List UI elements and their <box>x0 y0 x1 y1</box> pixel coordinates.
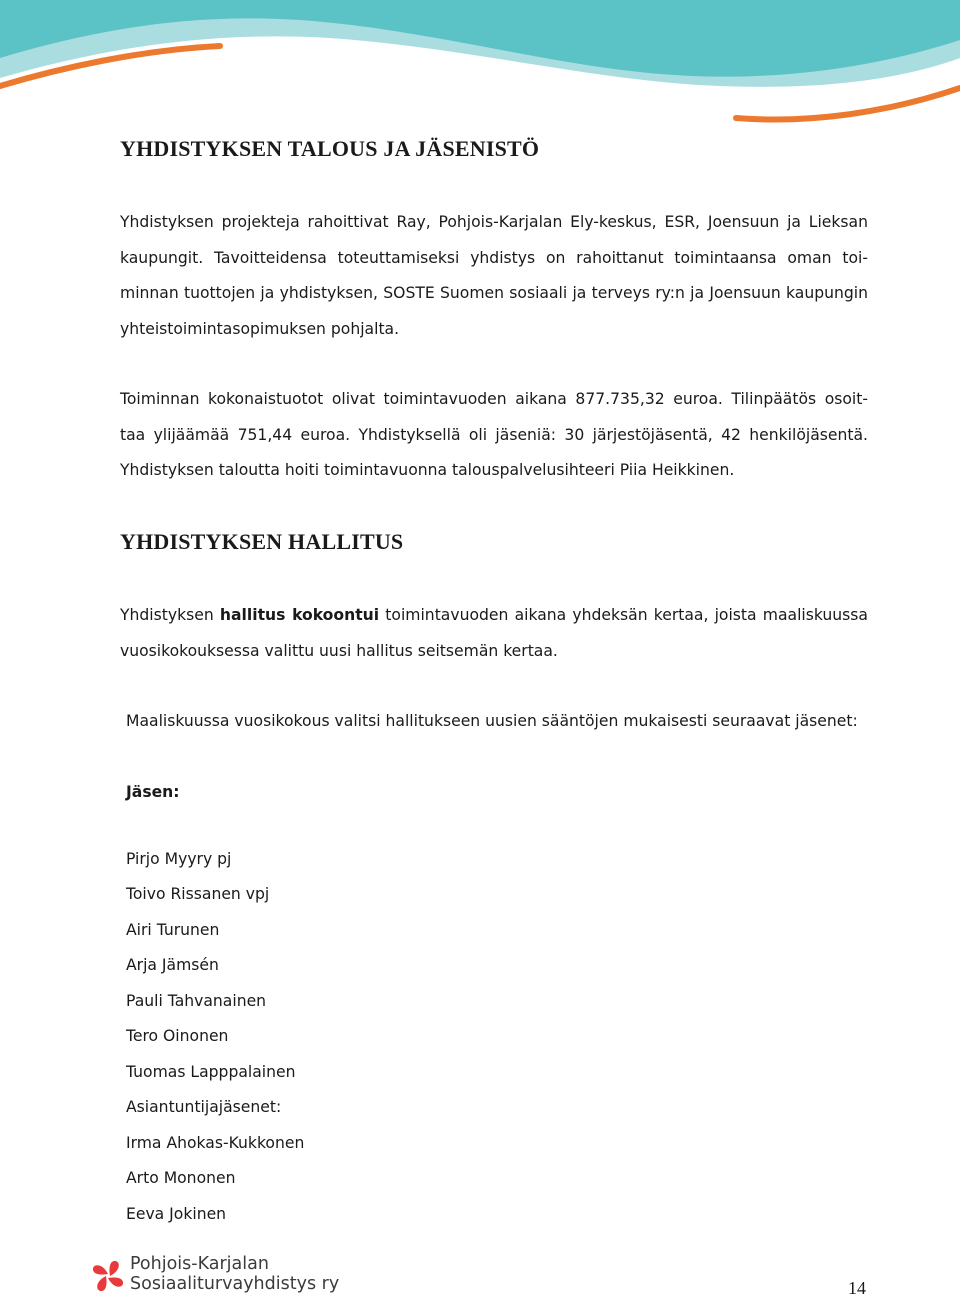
section-heading-finances: YHDISTYKSEN TALOUS JA JÄSENISTÖ <box>120 136 540 161</box>
logo-line-1: Pohjois-Karjalan <box>130 1254 269 1274</box>
paragraph-board-meetings <box>120 598 868 669</box>
member-item: Asiantuntijajäsenet: <box>126 1098 282 1117</box>
board-members-list <box>126 842 304 1232</box>
text-segment: toimintavuoden aikana yhdeksän kertaa, joista maaliskuussa <box>379 606 868 624</box>
member-item: Eeva Jokinen <box>126 1204 227 1223</box>
logo-line-2: Sosiaaliturvayhdistys ry <box>130 1274 340 1294</box>
logo-text <box>130 1254 339 1294</box>
text-line: kaupungit. Tavoitteidensa toteuttamiseksi yhdistys on rahoittanut toimintaansa oman toi- <box>120 248 868 267</box>
paragraph-funding <box>120 205 868 347</box>
member-item: Airi Turunen <box>126 920 220 939</box>
member-item: Pauli Tahvanainen <box>126 991 267 1010</box>
header-wave-decoration <box>0 0 960 140</box>
text-line: taa ylijäämää 751,44 euroa. Yhdistyksellä oli jäseniä: 30 järjestöjäsentä, 42 henkilöjäsentä. <box>120 425 868 444</box>
member-item: Tuomas Lapppalainen <box>126 1062 296 1081</box>
text-line: Yhdistyksen taloutta hoiti toimintavuonna talouspalvelusihteeri Piia Heikkinen. <box>120 461 735 479</box>
text-segment: Yhdistyksen <box>120 606 220 624</box>
organization-logo <box>90 1252 350 1298</box>
bold-text: hallitus kokoontui <box>219 606 380 624</box>
paragraph-income <box>120 382 868 489</box>
text-line: vuosikokouksessa valittu uusi hallitus seitsemän kertaa. <box>120 641 558 660</box>
member-item: Arto Mononen <box>126 1169 236 1188</box>
heart-cross-logo-icon <box>90 1258 126 1294</box>
board-intro-text: Maaliskuussa vuosikokous valitsi hallitukseen uusien sääntöjen mukaisesti seuraavat jäsenet: <box>126 712 858 730</box>
text-line: Toiminnan kokonaistuotot olivat toimintavuoden aikana 877.735,32 euroa. Tilinpäätös osoit- <box>120 390 868 408</box>
page-number: 14 <box>848 1278 866 1298</box>
section-heading-board: YHDISTYKSEN HALLITUS <box>120 529 404 554</box>
text-line: Yhdistyksen projekteja rahoittivat Ray, Pohjois-Karjalan Ely-keskus, ESR, Joensuun ja Lieksan <box>120 213 868 231</box>
member-item: Toivo Rissanen vpj <box>126 885 270 904</box>
member-item: Arja Jämsén <box>126 956 219 975</box>
text-line <box>120 598 868 634</box>
text-line: minnan tuottojen ja yhdistyksen, SOSTE Suomen sosiaali ja terveys ry:n ja Joensuun kaupungin <box>120 284 868 302</box>
text-line: yhteistoimintasopimuksen pohjalta. <box>120 319 400 338</box>
members-label: Jäsen: <box>126 783 180 801</box>
member-item: Pirjo Myyry pj <box>126 850 232 868</box>
member-item: Irma Ahokas-Kukkonen <box>126 1133 305 1152</box>
member-item: Tero Oinonen <box>126 1027 229 1046</box>
